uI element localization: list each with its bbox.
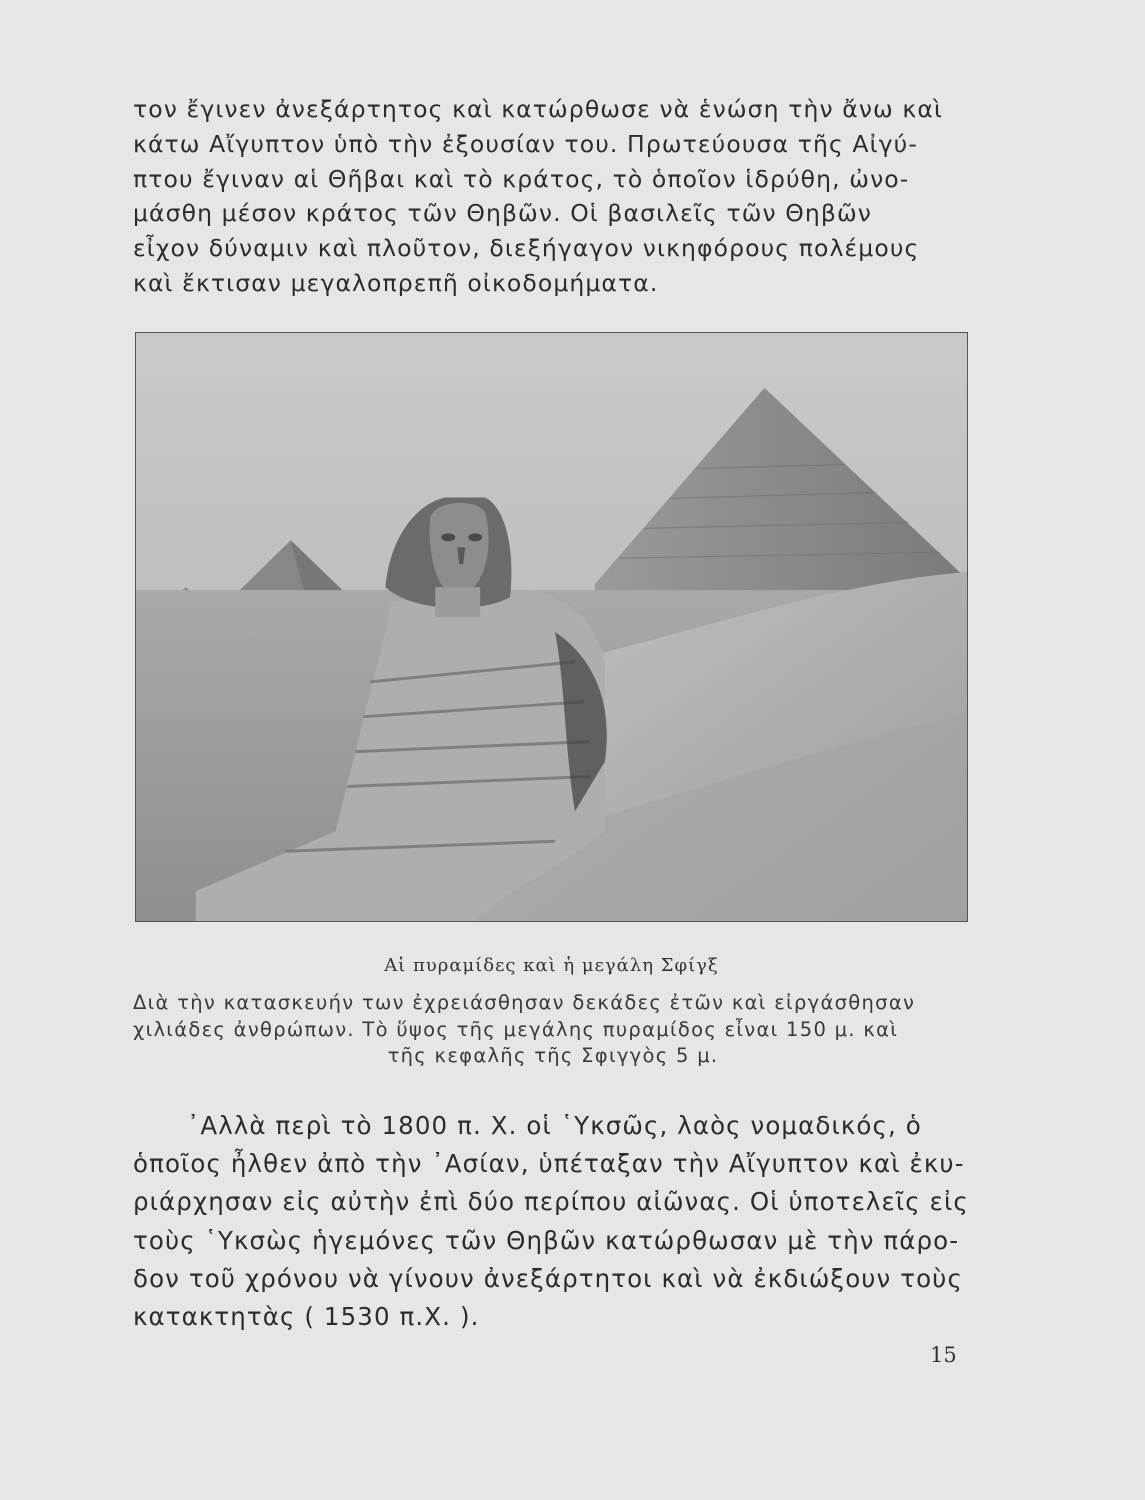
text-line: μάσθη μέσον κράτος τῶν Θηβῶν. Οἱ βασιλεῖς τῶν Θηβῶν	[133, 199, 872, 228]
text-line: τοὺς ῾Υκσὼς ἡγεμόνες τῶν Θηβῶν κατώρθωσαν μὲ τὴν πάρο-	[133, 1225, 960, 1255]
caption-line: τῆς κεφαλῆς τῆς Σφιγγὸς 5 μ.	[387, 1044, 719, 1067]
page-number: 15	[930, 1343, 957, 1367]
text-line: ριάρχησαν εἰς αὐτὴν ἐπὶ δύο περίπου αἰῶνας. Οἱ ὑποτελεῖς εἰς	[133, 1187, 969, 1217]
text-line: ὁποῖος ἦλθεν ἀπὸ τὴν ᾿Ασίαν, ὑπέταξαν τὴν Αἴγυπτον καὶ ἐκυ-	[133, 1149, 965, 1179]
bottom-paragraph	[133, 1107, 973, 1336]
text-line: κάτω Αἴγυπτον ὑπὸ τὴν ἐξουσίαν του. Πρωτεύουσα τῆς Αἰγύ-	[133, 129, 918, 158]
caption-text	[133, 990, 973, 1070]
text-line: κατακτητὰς ( 1530 π.Χ. ).	[133, 1301, 480, 1331]
text-line: πτου ἔγιναν αἱ Θῆβαι καὶ τὸ κράτος, τὸ ὁποῖον ἱδρύθη, ὠνο-	[133, 164, 910, 193]
text-line: ᾿Αλλὰ περὶ τὸ 1800 π. Χ. οἱ ῾Υκσῶς, λαὸς νομαδικός, ὁ	[187, 1111, 922, 1140]
text-line: καὶ ἔκτισαν μεγαλοπρεπῆ οἰκοδομήματα.	[133, 268, 659, 297]
caption-line: χιλιάδες ἀνθρώπων. Τὸ ὕψος τῆς μεγάλης πυραμίδος εἶναι 150 μ. καὶ	[133, 1017, 899, 1041]
photo-illustration	[136, 333, 967, 921]
caption-title: Αἱ πυραμίδες καὶ ἡ μεγάλη Σφίγξ	[384, 955, 719, 976]
text-line: τον ἔγινεν ἀνεξάρτητος καὶ κατώρθωσε νὰ ἑνώση τὴν ἄνω καὶ	[133, 95, 943, 123]
top-paragraph	[133, 92, 973, 301]
sphinx-pyramids-photo	[135, 332, 968, 922]
text-line: δον τοῦ χρόνου νὰ γίνουν ἀνεξάρτητοι καὶ νὰ ἐκδιώξουν τοὺς	[133, 1263, 963, 1293]
caption-line: Διὰ τὴν κατασκευήν των ἐχρειάσθησαν δεκάδες ἐτῶν καὶ εἰργάσθησαν	[133, 991, 916, 1014]
text-line: εἶχον δύναμιν καὶ πλοῦτον, διεξήγαγον νικηφόρους πολέμους	[133, 234, 920, 263]
